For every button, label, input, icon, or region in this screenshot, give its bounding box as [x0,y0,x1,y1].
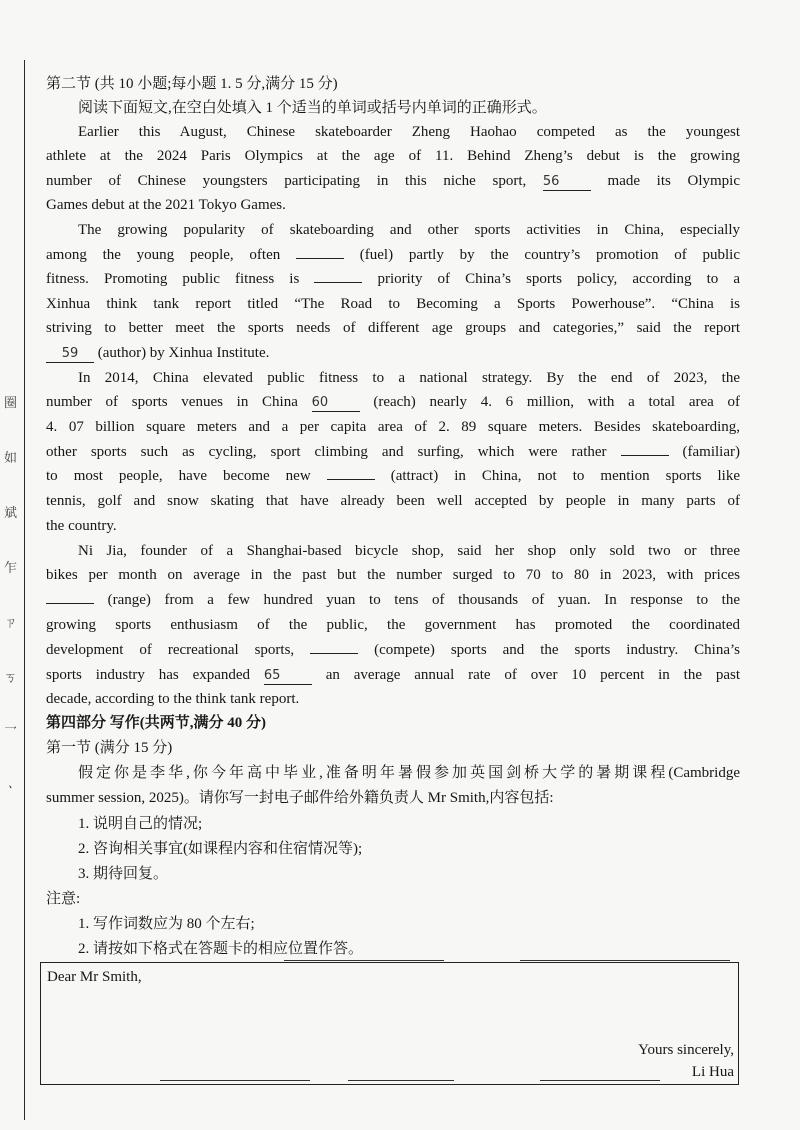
note-label: 注意: [46,891,81,907]
passage-line: Games debut at the 2021 Tokyo Games. [46,197,286,213]
note-item: 1. 写作词数应为 80 个左右; [78,916,255,932]
margin-mark: ㄎ [4,671,18,686]
writing-line [348,1080,454,1081]
answer-blank-65[interactable]: 65 [264,668,312,685]
passage-text: number of sports venues in China [46,394,298,410]
passage-line [46,341,740,365]
passage-text: among the young people, often [46,247,281,263]
binding-margin-rule [24,60,25,1120]
section2-heading: 第二节 (共 10 小题;每小题 1. 5 分,满分 15 分) [46,76,338,92]
passage-text: (range) from a few hundred yuan to tens of thousands of yuan. In response to the [107,592,740,608]
answer-blank-56[interactable]: 56 [543,174,591,191]
passage-line [46,243,740,267]
passage-line: Earlier this August, Chinese skateboarder Zheng Haohao competed as the youngest [78,124,740,140]
passage-line: 4. 07 billion square meters and a per capita area of 2. 89 square meters. Besides skateboarding, [46,419,740,435]
answer-blank-60[interactable]: 60 [312,395,360,412]
letter-signature: Li Hua [691,1064,734,1080]
passage-text: made its Olympic [607,173,740,189]
passage-line: Xinhua think tank report titled “The Road to Becoming a Sports Powerhouse”. “China is [46,296,740,312]
margin-mark: 乍 [4,561,18,576]
passage-line: striving to better meet the sports needs of different age groups and categories,” said the report [46,320,740,336]
passage-line [46,440,740,464]
margin-mark: 圈 [4,396,18,411]
note-item: 2. 请按如下格式在答题卡的相应位置作答。 [78,941,364,957]
writing-line [284,960,444,961]
passage-text: an average annual rate of over 10 percent in the past [325,667,741,683]
passage-line: tennis, golf and snow skating that have already been well accepted by people in many parts of [46,493,740,509]
margin-mark: 斌 [4,506,18,521]
passage-text: development of recreational sports, [46,642,295,658]
margin-mark: 乛 [4,726,18,741]
passage-line [46,663,740,687]
passage-line: In 2014, China elevated public fitness to a national strategy. By the end of 2023, the [78,370,740,386]
passage-text: (attract) in China, not to mention sports like [390,468,740,484]
margin-mark: ㆍ [4,781,17,796]
margin-mark: ㄗ [4,616,18,631]
passage-line: bikes per month on average in the past but the number surged to 70 to 80 in 2023, with prices [46,567,740,583]
passage-line: decade, according to the think tank report. [46,691,300,707]
passage-line: The growing popularity of skateboarding and other sports activities in China, especially [78,222,740,238]
passage-text: (familiar) [682,444,740,460]
answer-blank-59[interactable]: 59 [46,346,94,363]
answer-blank-61[interactable] [621,455,669,456]
passage-text: sports industry has expanded [46,667,251,683]
passage-line: growing sports enthusiasm of the public, the government has promoted the coordinated [46,617,740,633]
passage-text: (reach) nearly 4. 6 million, with a total area of [373,394,740,410]
passage-line: the country. [46,518,117,534]
section2-instruction: 阅读下面短文,在空白处填入 1 个适当的单词或括号内单词的正确形式。 [78,100,547,116]
passage-text: (author) by Xinhua Institute. [97,345,270,361]
prompt-item: 1. 说明自己的情况; [78,816,203,832]
passage-line [46,588,740,612]
letter-greeting: Dear Mr Smith, [47,969,142,985]
answer-blank-58[interactable] [314,282,362,283]
letter-closing: Yours sincerely, [638,1042,734,1058]
prompt-item: 2. 咨询相关事宜(如课程内容和住宿情况等); [78,841,363,857]
passage-line [46,638,740,662]
answer-blank-57[interactable] [296,258,344,259]
writing-line [520,960,730,961]
part4-heading: 第四部分 写作(共两节,满分 40 分) [46,715,266,731]
passage-line [46,390,740,414]
writing-line [540,1080,660,1081]
writing-prompt: 假定你是李华,你今年高中毕业,准备明年暑假参加英国剑桥大学的暑期课程(Cambridge [78,765,740,781]
letter-answer-box[interactable] [40,962,739,1085]
margin-mark: 如 [4,451,18,466]
answer-blank-62[interactable] [327,479,375,480]
passage-text: fitness. Promoting public fitness is [46,271,300,287]
passage-text: to most people, have become new [46,468,311,484]
writing-prompt: summer session, 2025)。请你写一封电子邮件给外籍负责人 Mr Smith,内容包括: [46,790,554,806]
passage-text: other sports such as cycling, sport climbing and surfing, which were rather [46,444,607,460]
answer-blank-63[interactable] [46,603,94,604]
passage-text: (fuel) partly by the country’s promotion of public [359,247,741,263]
passage-line [46,267,740,291]
passage-line [46,464,740,488]
answer-blank-64[interactable] [310,653,358,654]
passage-text: priority of China’s sports policy, according to a [377,271,740,287]
writing-line [160,1080,310,1081]
passage-text: (compete) sports and the sports industry. China’s [374,642,741,658]
prompt-item: 3. 期待回复。 [78,866,169,882]
passage-line: athlete at the 2024 Paris Olympics at the age of 11. Behind Zheng’s debut is the growing [46,148,740,164]
part4-section1: 第一节 (满分 15 分) [46,740,173,756]
passage-text: number of Chinese youngsters participating in this niche sport, [46,173,527,189]
passage-line: Ni Jia, founder of a Shanghai-based bicycle shop, said her shop only sold two or three [78,543,740,559]
passage-line [46,169,740,193]
